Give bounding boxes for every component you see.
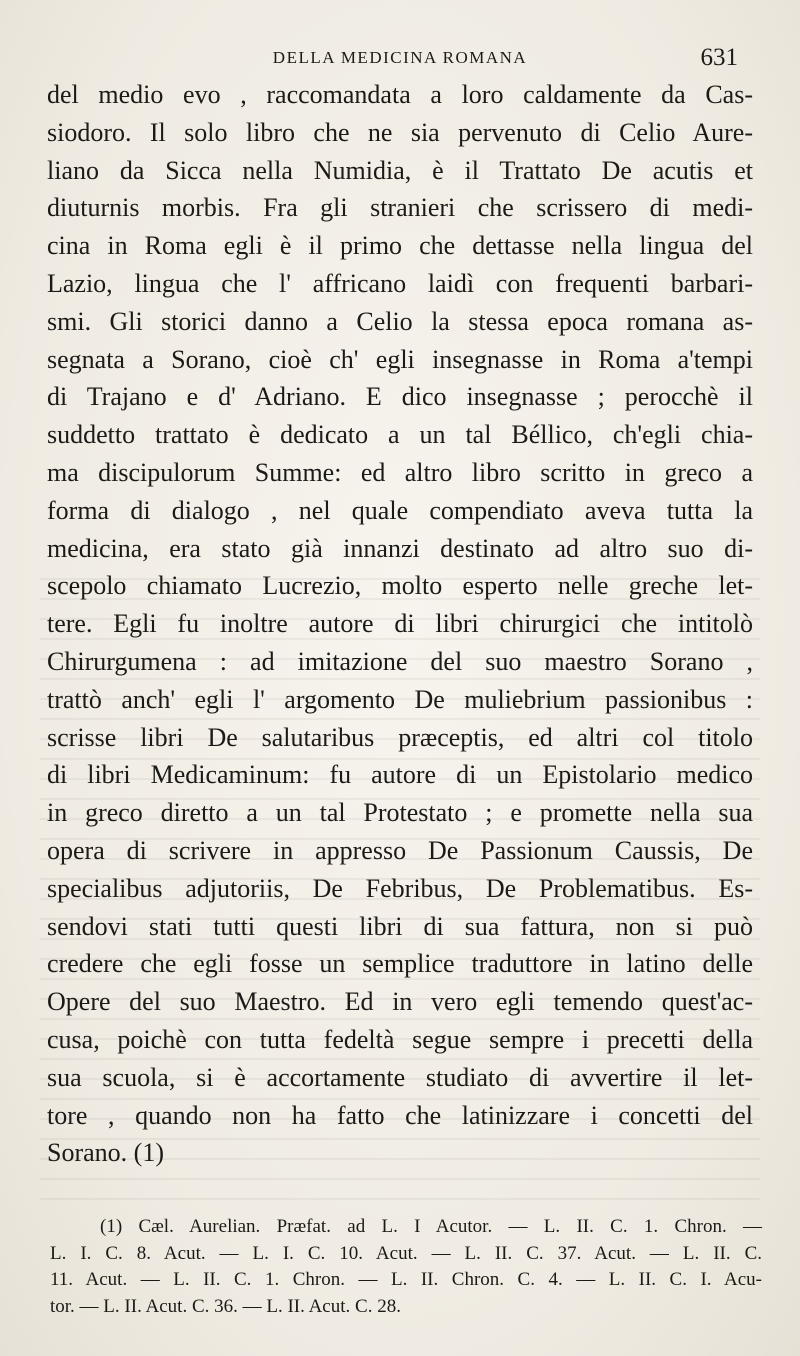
page-number: 631 bbox=[700, 44, 738, 71]
text-line: tere. Egli fu inoltre autore di libri chirurgici che intitolò bbox=[47, 609, 753, 639]
text-line: Lazio, lingua che l' affricano laidì con frequenti barbari- bbox=[47, 268, 753, 298]
footnote-line: tor. — L. II. Acut. C. 36. — L. II. Acut. C. 28. bbox=[50, 1295, 401, 1317]
text-line: forma di dialogo , nel quale compendiato aveva tutta la bbox=[47, 495, 753, 525]
footnote-line: L. I. C. 8. Acut. — L. I. C. 10. Acut. — L. II. C. 37. Acut. — L. II. C. bbox=[50, 1242, 762, 1264]
text-line: sendovi stati tutti questi libri di sua fattura, non si può bbox=[47, 911, 753, 941]
footnote-line: (1) Cæl. Aurelian. Præfat. ad L. I Acutor. — L. II. C. 1. Chron. — bbox=[100, 1216, 762, 1237]
text-line: scepolo chiamato Lucrezio, molto esperto nelle greche let- bbox=[47, 571, 753, 601]
running-title: DELLA MEDICINA ROMANA bbox=[272, 48, 528, 67]
text-line: suddetto trattato è dedicato a un tal Béllico, ch'egli chia- bbox=[47, 420, 753, 450]
text-line: scrisse libri De salutaribus præceptis, ed altri col titolo bbox=[47, 722, 753, 752]
text-line: smi. Gli storici danno a Celio la stessa epoca romana as- bbox=[47, 306, 753, 336]
text-line: segnata a Sorano, cioè ch' egli insegnasse in Roma a'tempi bbox=[47, 344, 753, 374]
footnote bbox=[50, 1214, 762, 1320]
text-line: Chirurgumena : ad imitazione del suo maestro Sorano , bbox=[47, 646, 753, 676]
text-line: di libri Medicaminum: fu autore di un Epistolario medico bbox=[47, 760, 753, 790]
text-line: liano da Sicca nella Numidia, è il Trattato De acutis et bbox=[47, 155, 753, 185]
text-line: siodoro. Il solo libro che ne sia pervenuto di Celio Aure- bbox=[47, 117, 753, 147]
text-line: in greco diretto a un tal Protestato ; e promette nella sua bbox=[47, 798, 753, 828]
body-text bbox=[47, 76, 753, 1172]
text-line: trattò anch' egli l' argomento De muliebrium passionibus : bbox=[47, 684, 753, 714]
text-line: del medio evo , raccomandata a loro caldamente da Cas- bbox=[47, 80, 753, 109]
text-line: opera di scrivere in appresso De Passionum Caussis, De bbox=[47, 835, 753, 865]
text-line: medicina, era stato già innanzi destinato ad altro suo di- bbox=[47, 533, 753, 563]
text-line: ma discipulorum Summe: ed altro libro scritto in greco a bbox=[47, 457, 753, 487]
text-line: diuturnis morbis. Fra gli stranieri che scrissero di medi- bbox=[47, 193, 753, 223]
text-line: specialibus adjutoriis, De Febribus, De Problematibus. Es- bbox=[47, 873, 753, 903]
text-line: di Trajano e d' Adriano. E dico insegnasse ; perocchè il bbox=[47, 382, 753, 412]
text-line: Opere del suo Maestro. Ed in vero egli temendo quest'ac- bbox=[47, 987, 753, 1017]
footnote-line: 11. Acut. — L. II. C. 1. Chron. — L. II. Chron. C. 4. — L. II. C. I. Acu- bbox=[50, 1269, 762, 1290]
text-line: tore , quando non ha fatto che latinizzare i concetti del bbox=[47, 1100, 753, 1130]
running-head bbox=[48, 44, 752, 76]
text-line: sua scuola, si è accortamente studiato di avvertire il let- bbox=[47, 1062, 753, 1092]
text-line: cusa, poichè con tutta fedeltà segue sempre i precetti della bbox=[47, 1024, 753, 1054]
text-line: credere che egli fosse un semplice traduttore in latino delle bbox=[47, 949, 753, 979]
text-line: cina in Roma egli è il primo che dettasse nella lingua del bbox=[47, 231, 753, 261]
text-line: Sorano. (1) bbox=[47, 1138, 164, 1168]
